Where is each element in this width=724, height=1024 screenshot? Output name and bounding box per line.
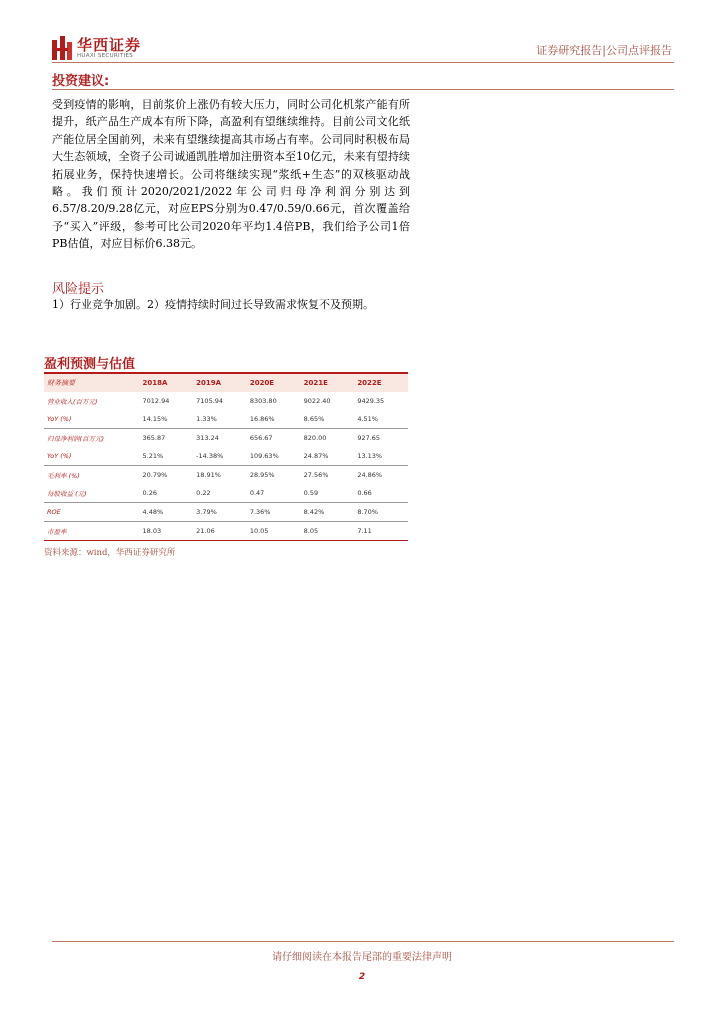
table-cell: 0.22 (196, 489, 211, 497)
brand-subtitle: HUAXI SECURITIES (77, 53, 134, 59)
column-header-year: 2018A (140, 374, 194, 392)
table-cell: 0.26 (142, 489, 157, 497)
risk-body: 1）行业竞争加剧。2）疫情持续时间过长导致需求恢复不及预期。 (52, 298, 374, 311)
huaxi-logo (52, 34, 162, 64)
report-type: 证券研究报告|公司点评报告 (536, 44, 672, 57)
table-cell: 4.48% (140, 503, 194, 522)
column-header-year: 2020E (247, 374, 301, 392)
column-header-label: 财务摘要 (44, 374, 140, 392)
row-label: ROE (44, 503, 140, 522)
table-cell: -14.38% (196, 452, 224, 460)
table-cell: 927.65 (354, 429, 408, 448)
forecast-table (44, 374, 408, 541)
table-cell: 4.51% (357, 415, 378, 423)
source-note: 资料来源：wind，华西证券研究所 (44, 548, 176, 558)
table-cell: 8.05 (301, 522, 355, 541)
investment-title: 投资建议: (52, 74, 110, 89)
row-label: YoY (%) (47, 415, 72, 423)
table-cell: 20.79% (140, 466, 194, 485)
table-cell: 7.36% (247, 503, 301, 522)
table-cell: 28.95% (247, 466, 301, 485)
table-cell: 18.03 (140, 522, 194, 541)
table-cell: 13.13% (357, 452, 383, 460)
table-cell: 8303.80 (249, 397, 277, 405)
table-cell: 5.21% (142, 452, 164, 460)
table-cell: 820.00 (301, 429, 355, 448)
row-label: 营业收入(百万元) (47, 397, 98, 406)
row-label: 每股收益 (元) (47, 489, 87, 498)
table-cell: 9022.40 (303, 397, 331, 405)
brand-name: 华西证券 (77, 36, 142, 54)
table-cell: 10.05 (247, 522, 301, 541)
table-cell: 16.86% (249, 415, 275, 423)
table-cell: 24.87% (303, 452, 329, 460)
table-row (44, 522, 408, 541)
table-row (44, 410, 408, 429)
table-cell: 8.42% (301, 503, 355, 522)
table-cell: 9429.35 (357, 397, 385, 405)
investment-body: 受到疫情的影响，目前浆价上涨仍有较大压力，同时公司化机浆产能有所提升，纸产品生产成本有所下降，高盈利有望继续维持。目前公司文化纸产能位居全国前列，未来有望继续提高其市场占有率。公司同时积极布局大生态领域，全资子公司诚通凯胜增加注册资本至10亿元，未来有望持续拓展业务，保持快速增长。公司将继续实现“浆纸+生态”的双核驱动战略。我们预计2020/2021/2022年公司归母净利润分别达到6.57/8.20/9.28亿元，对应EPS分别为0.47/0.59/0.66元，首次覆盖给予“买入”评级，参考可比公司2020年平均1.4倍PB，我们给予公司1倍PB估值，对应目标价6.38元。 (52, 98, 410, 251)
table-row (44, 466, 408, 485)
row-label: 归母净利润(百万元) (44, 429, 140, 448)
table-cell: 7012.94 (142, 397, 170, 405)
footer-disclaimer: 请仔细阅读在本报告尾部的重要法律声明 (272, 952, 452, 963)
table-cell: 18.91% (193, 466, 247, 485)
table-cell: 14.15% (142, 415, 168, 423)
table-cell: 3.79% (193, 503, 247, 522)
table-cell: 27.56% (301, 466, 355, 485)
table-cell: 0.59 (303, 489, 319, 497)
table-row (44, 503, 408, 522)
table-cell: 313.24 (193, 429, 247, 448)
forecast-title: 盈利预测与估值 (44, 357, 136, 372)
huaxi-logo-icon (52, 36, 72, 60)
table-row (44, 484, 408, 503)
table-header-row (44, 374, 408, 392)
table-cell: 24.86% (354, 466, 408, 485)
investment-divider (52, 89, 674, 90)
table-cell: 1.33% (196, 415, 217, 423)
column-header-year: 2021E (301, 374, 355, 392)
table-row (44, 447, 408, 466)
row-label: 市盈率 (44, 522, 140, 541)
column-header-year: 2022E (354, 374, 408, 392)
table-cell: 21.06 (193, 522, 247, 541)
column-header-year: 2019A (193, 374, 247, 392)
page-number: 2 (358, 972, 366, 982)
table-cell: 0.47 (249, 489, 265, 497)
table-row (44, 392, 408, 410)
table-cell: 8.65% (303, 415, 325, 423)
table-cell: 0.66 (357, 489, 372, 497)
table-cell: 7.11 (354, 522, 408, 541)
header-divider (52, 62, 674, 63)
table-cell: 365.87 (140, 429, 194, 448)
table-row (44, 429, 408, 448)
table-cell: 656.67 (247, 429, 301, 448)
footer-divider (52, 941, 674, 942)
table-cell: 7105.94 (196, 397, 224, 405)
risk-title: 风险提示 (52, 282, 105, 297)
table-cell: 109.63% (249, 452, 279, 460)
row-label: YoY (%) (47, 452, 72, 460)
row-label: 毛利率 (%) (44, 466, 140, 485)
table-cell: 8.70% (354, 503, 408, 522)
